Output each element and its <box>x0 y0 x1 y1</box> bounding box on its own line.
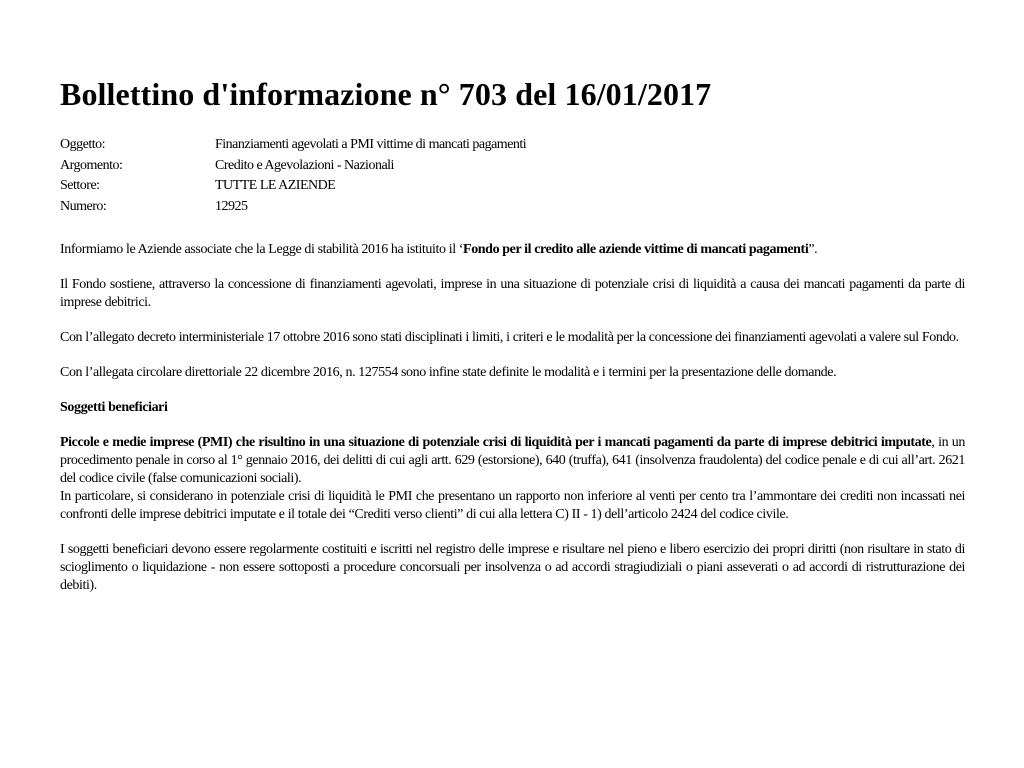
metadata-value: 12925 <box>215 198 248 214</box>
metadata-row-argomento <box>60 156 965 177</box>
fund-name: Fondo per il credito alle aziende vittime di mancati pagamenti <box>463 242 809 257</box>
liquidity-crisis-paragraph: In particolare, si considerano in potenziale crisi di liquidità le PMI che presentano un rapporto non inferiore al venti per cento tra l’ammontare dei crediti non incassati nei confronti delle imprese debitrici imputate e il totale dei “Crediti verso clienti” di cui alla lettera C) II - 1) dell’articolo 2424 del codice civile. <box>60 489 965 522</box>
metadata-row-oggetto <box>60 135 965 156</box>
section-heading <box>60 399 965 417</box>
section-heading-text: Soggetti beneficiari <box>60 400 168 415</box>
metadata-table <box>60 135 965 217</box>
metadata-label: Numero: <box>60 198 107 214</box>
beneficiaries-paragraph <box>60 434 965 488</box>
metadata-value: TUTTE LE AZIENDE <box>215 178 336 193</box>
metadata-label: Oggetto: <box>60 137 105 152</box>
metadata-row-numero <box>60 197 965 218</box>
requirements-paragraph: I soggetti beneficiari devono essere regolarmente costituiti e iscritti nel registro delle imprese e risultare nel pieno e libero esercizio dei propri diritti (non risultare in stato di scioglimento o liquidazione - non essere sottoposti a procedure concorsuali per insolvenza o ad accordi stragiudiziali o piani asseverati o ad accordi di ristrutturazione dei debiti). <box>60 542 965 593</box>
fund-description-paragraph: Il Fondo sostiene, attraverso la concessione di finanziamenti agevolati, imprese in una situazione di potenziale crisi di liquidità a causa dei mancati pagamenti da parte di imprese debitrici. <box>60 277 965 310</box>
metadata-label: Argomento: <box>60 157 123 173</box>
metadata-label: Settore: <box>60 178 100 193</box>
metadata-row-settore <box>60 176 965 197</box>
circular-paragraph: Con l’allegata circolare direttoriale 22 dicembre 2016, n. 127554 sono infine state definite le modalità e i termini per la presentazione delle domande. <box>60 365 837 380</box>
intro-text: Informiamo le Aziende associate che la Legge di stabilità 2016 ha istituito il ‘ <box>60 242 464 257</box>
intro-end: ”. <box>808 242 818 257</box>
intro-paragraph <box>60 241 965 259</box>
beneficiaries-text: , in un procedimento penale in corso al 1° gennaio 2016, dei delitti di cui agli artt. 629 (estorsione), 640 (truffa), 641 (insolvenza fraudolenta) del codice penale e di cui all’art. 2621 del codice civile (false comunicazioni sociali). <box>60 435 965 486</box>
metadata-value: Credito e Agevolazioni - Nazionali <box>215 157 394 173</box>
decree-paragraph: Con l’allegato decreto interministeriale 17 ottobre 2016 sono stati disciplinati i limiti, i criteri e le modalità per la concessione dei finanziamenti agevolati a valere sul Fondo. <box>60 330 959 345</box>
metadata-value: Finanziamenti agevolati a PMI vittime di mancati pagamenti <box>215 137 527 152</box>
beneficiaries-bold: Piccole e medie imprese (PMI) che risultino in una situazione di potenziale crisi di liquidità per i mancati pagamenti da parte di imprese debitrici imputate <box>60 435 932 450</box>
bulletin-body <box>60 241 965 595</box>
page-title: Bollettino d'informazione n° 703 del 16/01/2017 <box>60 76 712 112</box>
